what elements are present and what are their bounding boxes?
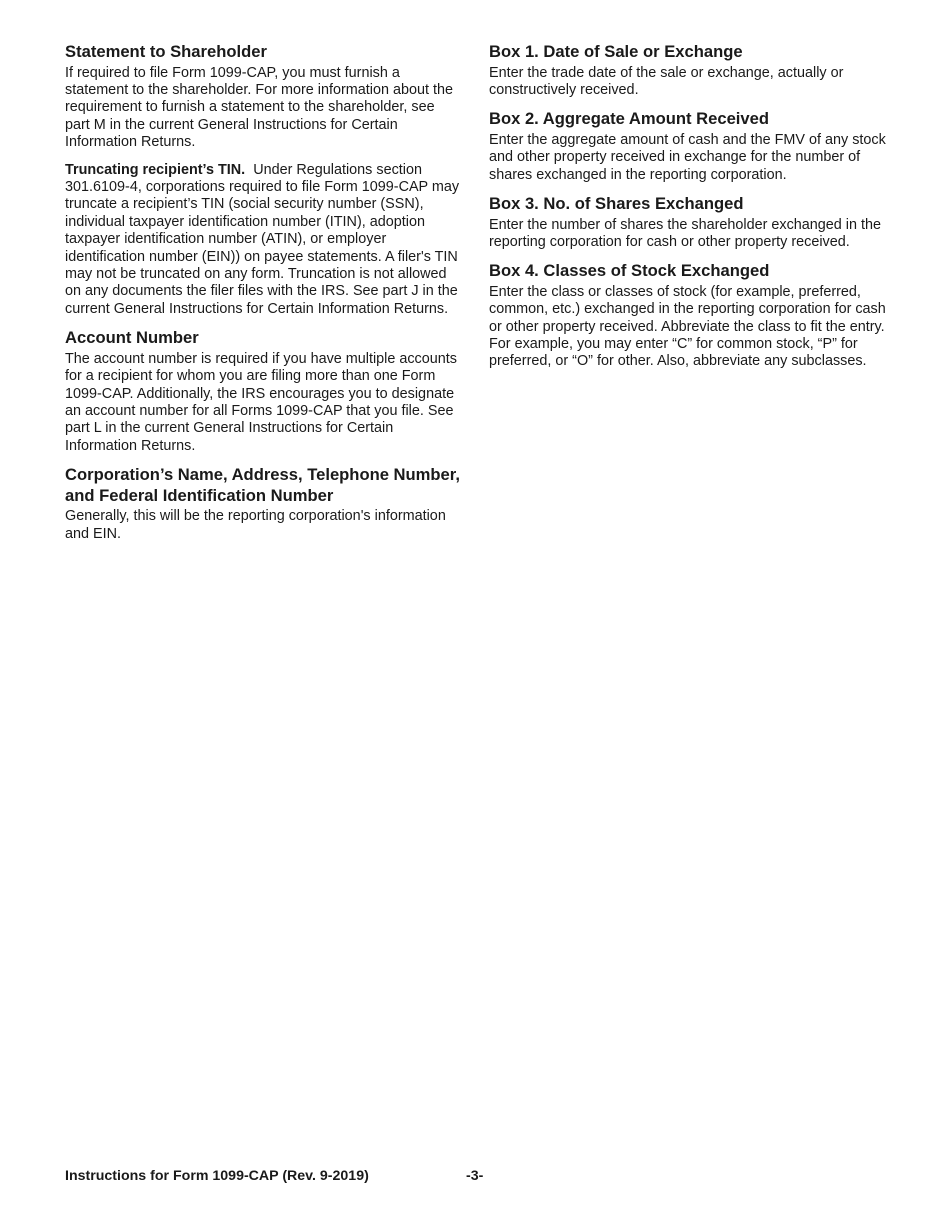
statement-heading: Statement to Shareholder (65, 42, 267, 61)
right-column (489, 42, 889, 381)
corporation-section (65, 465, 463, 543)
statement-body: If required to file Form 1099-CAP, you must furnish a statement to the shareholder. For more information about the requirement to furnish a statement to the shareholder, see part M in the current General Instructions for Certain Information Returns. (65, 64, 453, 151)
page-number: -3- (466, 1168, 484, 1184)
box3-heading: Box 3. No. of Shares Exchanged (489, 194, 744, 214)
account-body: The account number is required if you have multiple accounts for a recipient for whom you are filing more than one Form 1099-CAP. Additionally, the IRS encourages you to designate an account number for all Forms 1099-CAP that you file. See part L in the current General Instructions for Certain Information Returns. (65, 350, 457, 454)
box1-body: Enter the trade date of the sale or exchange, actually or constructively received. (489, 64, 844, 98)
truncating-section (65, 162, 463, 319)
truncating-body: Under Regulations section 301.6109-4, corporations required to file Form 1099-CAP may truncate a recipient’s TIN (social security number (SSN), individual taxpayer identification number (ITIN), adoption taxpayer identification number (ATIN), or employer identification number (EIN)) on payee statements. A filer's TIN may not be truncated on any form. Truncation is not allowed on any documents the filer files with the IRS. See part J in the current General Instructions for Certain Information Returns. (65, 161, 460, 317)
truncating-paragraph (65, 162, 463, 319)
box1-heading: Box 1. Date of Sale or Exchange (489, 42, 743, 61)
box4-section (489, 261, 889, 371)
box2-section (489, 109, 889, 184)
footer-form-title: Instructions for Form 1099-CAP (Rev. 9-2019) (65, 1168, 369, 1184)
box4-body: Enter the class or classes of stock (for example, preferred, common, etc.) exchanged in the reporting corporation for cash or other property received. Abbreviate the class to fit the entry. For example, you may enter “C” for common stock, “P” for preferred, or “O” for other. Also, abbreviate any subclasses. (489, 283, 886, 370)
box3-section (489, 194, 889, 251)
box2-heading: Box 2. Aggregate Amount Received (489, 109, 770, 129)
box1-section (489, 42, 889, 99)
account-section (65, 328, 463, 455)
corporation-body: Generally, this will be the reporting corporation's information and EIN. (65, 508, 446, 542)
box2-body: Enter the aggregate amount of cash and the FMV of any stock and other property received in exchange for the number of shares exchanged in the reporting corporation. (489, 131, 886, 183)
left-column (65, 42, 463, 553)
box3-body: Enter the number of shares the shareholder exchanged in the reporting corporation for cash or other property received. (489, 216, 881, 250)
truncating-runin-heading: Truncating recipient’s TIN. (65, 161, 246, 178)
corporation-heading: Corporation’s Name, Address, Telephone Number, and Federal Identification Number (65, 465, 460, 505)
account-heading: Account Number (65, 328, 199, 348)
box4-heading: Box 4. Classes of Stock Exchanged (489, 261, 770, 281)
statement-section (65, 42, 463, 152)
